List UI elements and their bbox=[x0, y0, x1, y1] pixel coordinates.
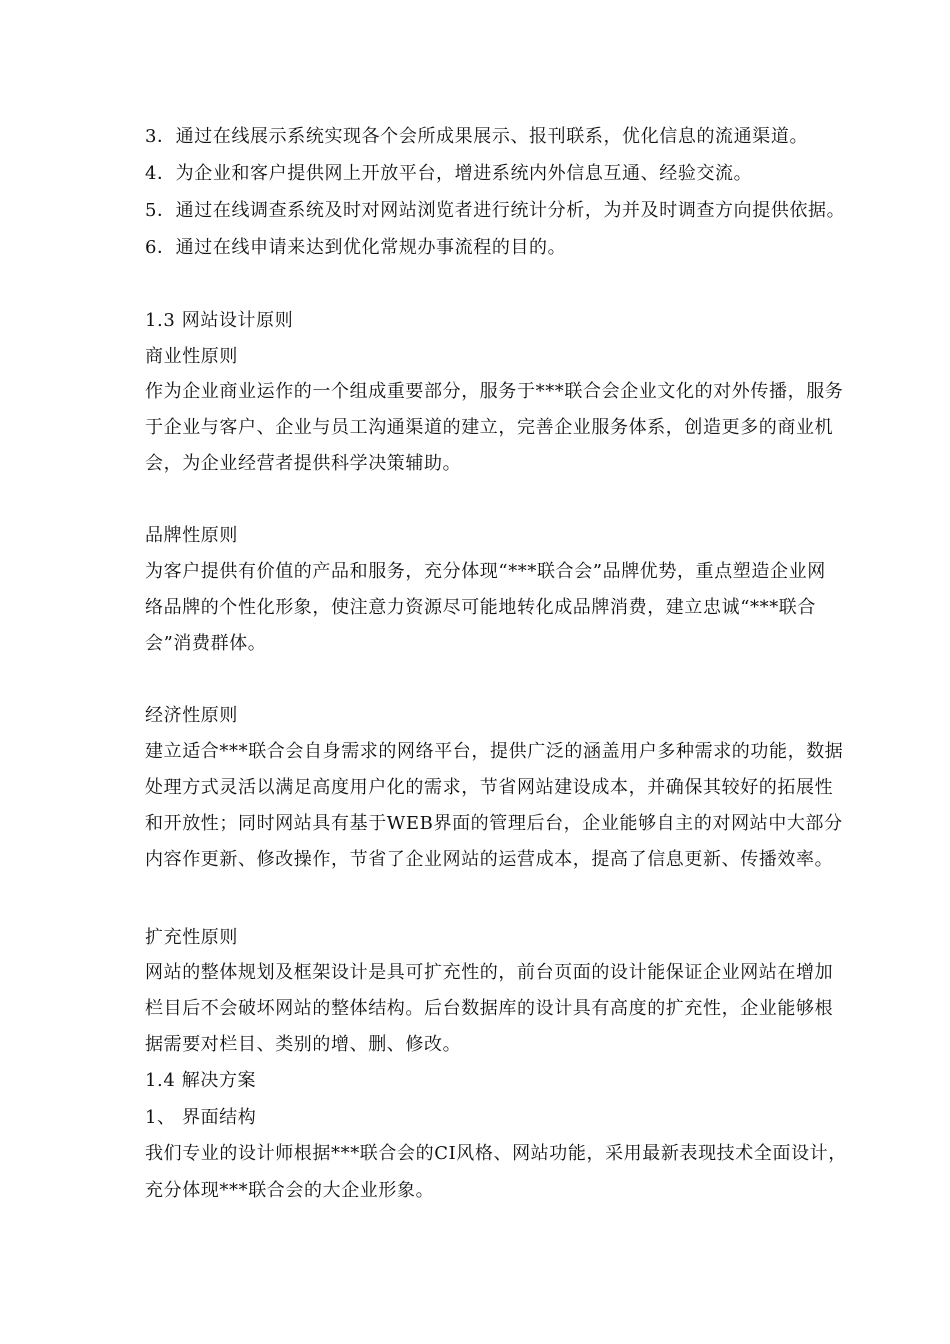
paragraph-line: 据需要对栏目、类别的增、删、修改。 bbox=[145, 1034, 462, 1055]
list-item: 3．通过在线展示系统实现各个会所成果展示、报刊联系，优化信息的流通渠道。 bbox=[145, 126, 809, 147]
principle-title: 品牌性原则 bbox=[145, 525, 238, 546]
paragraph-line: 会”消费群体。 bbox=[145, 633, 267, 654]
paragraph-line: 络品牌的个性化形象，使注意力资源尽可能地转化成品牌消费，建立忠诚“***联合 bbox=[145, 597, 816, 618]
paragraph-line: 我们专业的设计师根据***联合会的CI风格、网站功能，采用最新表现技术全面设计， bbox=[145, 1143, 847, 1164]
paragraph-line: 作为企业商业运作的一个组成重要部分，服务于***联合会企业文化的对外传播，服务 bbox=[145, 381, 844, 402]
paragraph-line: 内容作更新、修改操作，节省了企业网站的运营成本，提高了信息更新、传播效率。 bbox=[145, 849, 834, 870]
principle-title: 商业性原则 bbox=[145, 346, 238, 367]
list-item: 6．通过在线申请来达到优化常规办事流程的目的。 bbox=[145, 237, 567, 258]
paragraph-line: 于企业与客户、企业与员工沟通渠道的建立，完善企业服务体系，创造更多的商业机 bbox=[145, 417, 834, 438]
section-heading: 1.4 解决方案 bbox=[145, 1070, 257, 1091]
paragraph-line: 为客户提供有价值的产品和服务，充分体现“***联合会”品牌优势，重点塑造企业网 bbox=[145, 561, 826, 582]
principle-title: 经济性原则 bbox=[145, 705, 238, 726]
paragraph-line: 栏目后不会破坏网站的整体结构。后台数据库的设计具有高度的扩充性，企业能够根 bbox=[145, 998, 834, 1019]
paragraph-line: 充分体现***联合会的大企业形象。 bbox=[145, 1180, 435, 1201]
section-heading: 1.3 网站设计原则 bbox=[145, 310, 294, 331]
list-item: 5．通过在线调查系统及时对网站浏览者进行统计分析，为并及时调查方向提供依据。 bbox=[145, 200, 846, 221]
subsection-heading: 1、 界面结构 bbox=[145, 1107, 257, 1128]
paragraph-line: 处理方式灵活以满足高度用户化的需求，节省网站建设成本，并确保其较好的拓展性 bbox=[145, 777, 834, 798]
paragraph-line: 会，为企业经营者提供科学决策辅助。 bbox=[145, 453, 462, 474]
paragraph-line: 网站的整体规划及框架设计是具可扩充性的，前台页面的设计能保证企业网站在增加 bbox=[145, 962, 834, 983]
paragraph-line: 建立适合***联合会自身需求的网络平台，提供广泛的涵盖用户多种需求的功能，数据 bbox=[145, 741, 844, 762]
list-item: 4．为企业和客户提供网上开放平台，增进系统内外信息互通、经验交流。 bbox=[145, 163, 753, 184]
paragraph-line: 和开放性；同时网站具有基于WEB界面的管理后台，企业能够自主的对网站中大部分 bbox=[145, 813, 843, 834]
principle-title: 扩充性原则 bbox=[145, 927, 238, 948]
